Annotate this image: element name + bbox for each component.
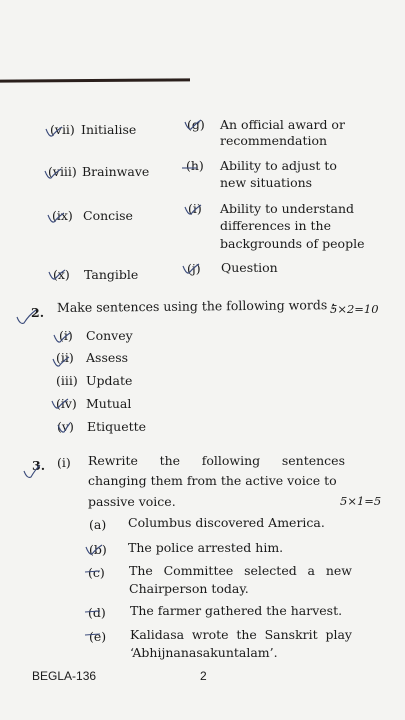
- page-number: 2: [200, 669, 207, 683]
- match-left-text: Initialise: [81, 122, 137, 137]
- course-code: BEGLA-136: [32, 669, 97, 683]
- list-item-label: (ii): [56, 350, 74, 365]
- question-number: 3.: [32, 458, 46, 473]
- list-item-text: The police arrested him.: [128, 540, 284, 555]
- list-item-label: (i): [59, 328, 73, 343]
- match-right-text: Ability to understand: [220, 201, 355, 216]
- match-right-text: recommendation: [220, 133, 328, 148]
- list-item-text: The farmer gathered the harvest.: [130, 603, 343, 618]
- list-item-label: (v): [57, 419, 74, 434]
- match-right-label: (h): [186, 158, 204, 173]
- question-text: changing them from the active voice to: [88, 473, 337, 488]
- pen-tick-icon: [51, 355, 71, 369]
- match-right-label: (i): [188, 201, 202, 216]
- match-right-text: Question: [221, 260, 278, 275]
- pen-tick-icon: [52, 331, 72, 345]
- match-left-text: Tangible: [84, 267, 139, 282]
- question-text: Rewrite the following sentences: [88, 453, 345, 468]
- list-item-label: (d): [88, 605, 106, 620]
- pen-tick-icon: [46, 211, 66, 225]
- pen-tick-icon: [183, 118, 203, 132]
- pen-tick-icon: [84, 566, 102, 578]
- pen-tick-icon: [84, 606, 102, 618]
- match-right-label: (g): [187, 117, 205, 132]
- question-text: Make sentences using the following words :: [56, 297, 336, 315]
- list-item-label: (b): [89, 542, 107, 557]
- list-item-text: Chairperson today.: [129, 581, 249, 596]
- list-item-text: Assess: [86, 350, 129, 365]
- pen-tick-icon: [50, 397, 70, 411]
- pen-tick-icon: [47, 268, 67, 282]
- pen-tick-icon: [22, 463, 42, 481]
- match-right-text: new situations: [220, 175, 313, 190]
- list-item-label: (iv): [56, 396, 77, 411]
- list-item-text: Etiquette: [87, 419, 147, 434]
- question-text: passive voice.: [88, 494, 176, 509]
- pen-tick-icon: [43, 167, 63, 181]
- list-item-text: Mutual: [86, 396, 132, 411]
- match-left-label: (viii): [48, 164, 77, 179]
- list-item-label: (iii): [56, 373, 78, 388]
- section-divider: [0, 78, 190, 82]
- pen-tick-icon: [183, 203, 203, 217]
- question-marks: 5×2=10: [330, 302, 379, 316]
- list-item-label: (e): [89, 629, 107, 644]
- sub-question-label: (i): [57, 455, 71, 470]
- list-item-text: Convey: [86, 328, 133, 343]
- list-item-text: ‘Abhijnanasakuntalam’.: [130, 645, 278, 660]
- match-left-label: (x): [53, 267, 70, 282]
- match-right-text: An official award or: [220, 117, 345, 132]
- match-right-text: Ability to adjust to: [220, 158, 337, 173]
- pen-tick-icon: [84, 629, 102, 641]
- pen-tick-icon: [181, 162, 199, 174]
- pen-tick-icon: [14, 307, 38, 327]
- pen-tick-icon: [44, 125, 64, 139]
- pen-tick-icon: [84, 543, 104, 557]
- match-right-label: (j): [187, 261, 201, 276]
- match-right-text: backgrounds of people: [220, 236, 365, 251]
- match-left-label: (vii): [50, 122, 75, 137]
- list-item-text: Kalidasa wrote the Sanskrit play: [130, 627, 352, 642]
- pen-tick-icon: [56, 421, 72, 433]
- question-number: 2.: [31, 305, 45, 320]
- pen-tick-icon: [181, 262, 201, 276]
- list-item-label: (c): [88, 565, 105, 580]
- list-item-label: (a): [89, 517, 107, 532]
- list-item-text: Columbus discovered America.: [128, 515, 325, 530]
- list-item-text: Update: [86, 373, 133, 388]
- match-left-label: (ix): [52, 208, 73, 223]
- match-left-text: Concise: [83, 208, 133, 223]
- match-right-text: differences in the: [220, 218, 331, 233]
- list-item-text: The Committee selected a new: [129, 563, 352, 578]
- question-marks: 5×1=5: [340, 494, 382, 508]
- match-left-text: Brainwave: [82, 164, 150, 179]
